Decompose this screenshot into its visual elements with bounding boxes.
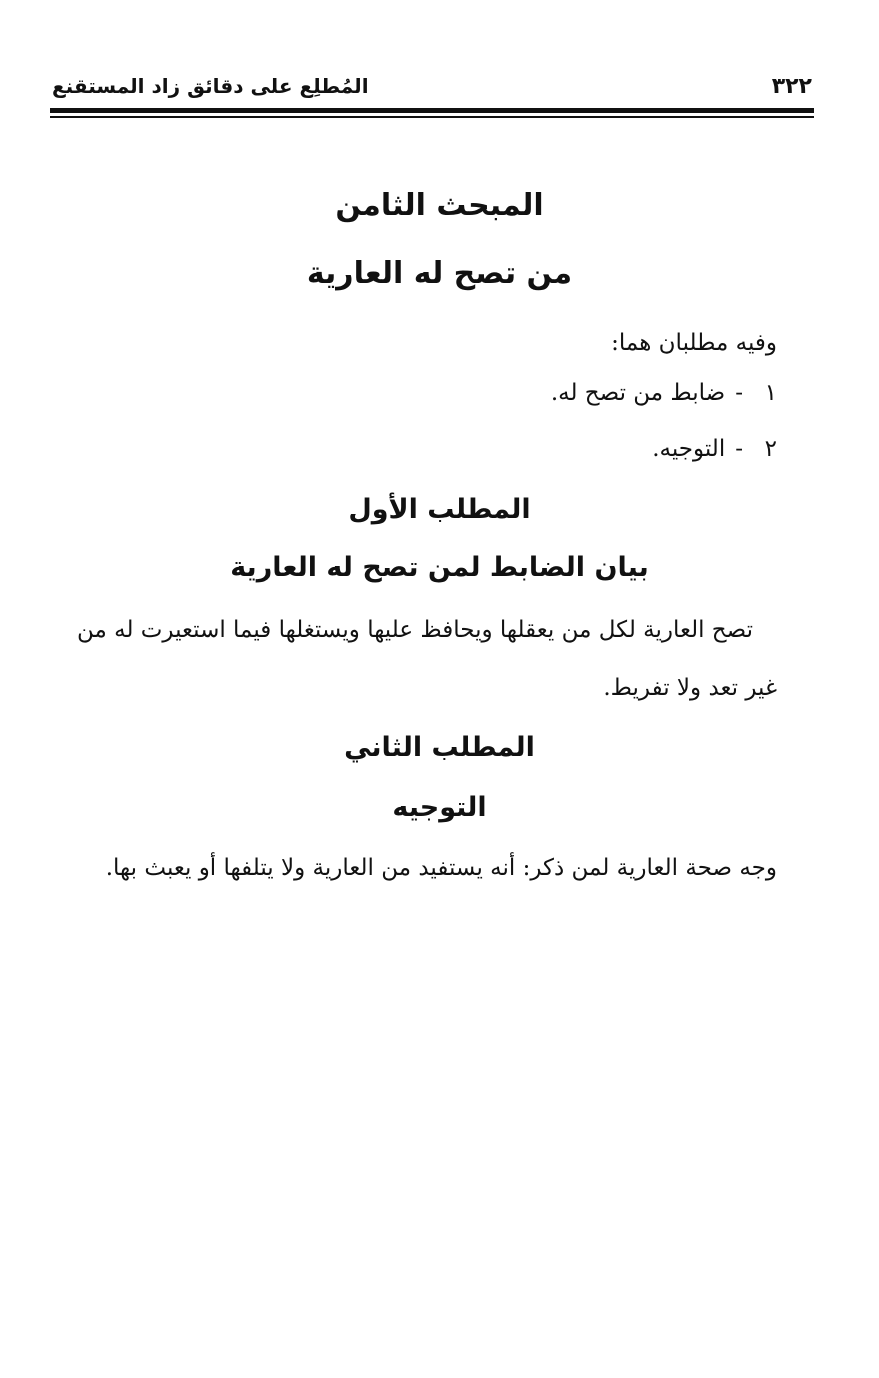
section-title: المبحث الثامن bbox=[335, 188, 544, 223]
running-header bbox=[52, 74, 812, 108]
list-item-text: ضابط من تصح له. bbox=[550, 380, 726, 406]
part2-subtitle: التوجيه bbox=[392, 792, 487, 823]
part1-body: تصح العارية لكل من يعقلها ويحافظ عليها ويستغلها فيما استعيرت له من غير تعد ولا تفريط. bbox=[76, 617, 777, 701]
list-item bbox=[551, 380, 777, 406]
part2-title: المطلب الثاني bbox=[344, 732, 535, 763]
list-item bbox=[652, 436, 777, 462]
part1-title: المطلب الأول bbox=[348, 494, 531, 525]
header-rule-thin bbox=[50, 116, 814, 118]
list-item-dash: - bbox=[735, 436, 743, 462]
list-item-dash: - bbox=[735, 380, 743, 406]
section-subtitle: من تصح له العارية bbox=[306, 256, 573, 291]
list-item-text: التوجيه. bbox=[652, 436, 726, 462]
list-item-number: ١ bbox=[764, 380, 777, 406]
list-item-number: ٢ bbox=[764, 436, 777, 462]
part2-body: وجه صحة العارية لمن ذكر: أنه يستفيد من العارية ولا يتلفها أو يعبث بها. bbox=[105, 855, 777, 881]
page-number: ٣٢٢ bbox=[771, 74, 812, 99]
book-title: المُطلِع على دقائق زاد المستقنع bbox=[52, 74, 369, 98]
part1-subtitle: بيان الضابط لمن تصح له العارية bbox=[230, 552, 649, 583]
header-rule-thick bbox=[50, 108, 814, 113]
section-intro: وفيه مطلبان هما: bbox=[611, 330, 777, 356]
